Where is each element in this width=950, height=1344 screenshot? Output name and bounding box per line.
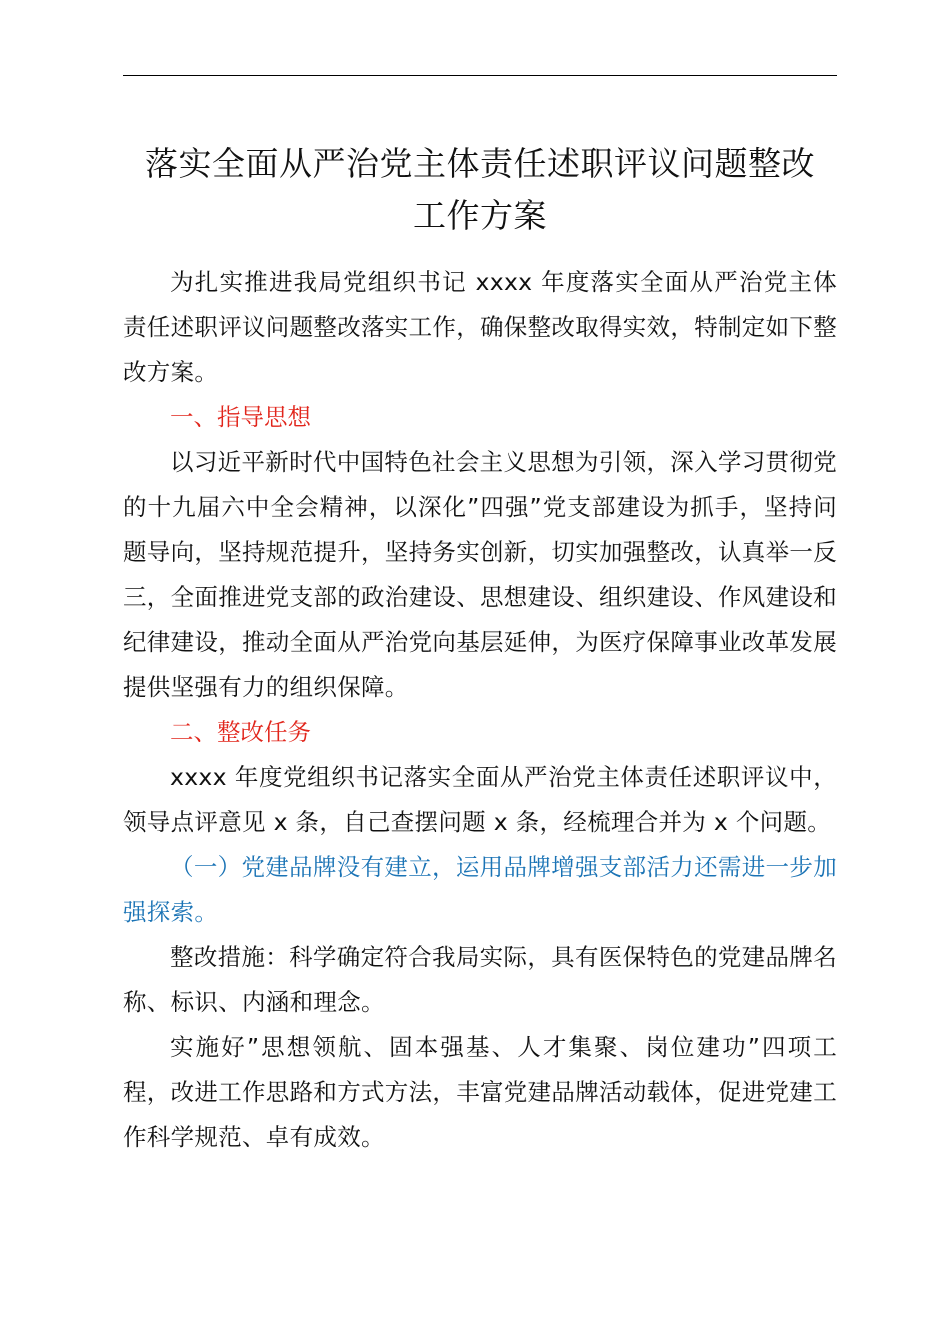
header-rule xyxy=(123,75,837,76)
section-heading-rectification-tasks: 二、整改任务 xyxy=(170,718,311,746)
subsection-heading-party-brand: （一）党建品牌没有建立，运用品牌增强支部活力还需进一步加强探索。 xyxy=(123,853,837,926)
title-line-1: 落实全面从严治党主体责任述职评议问题整改 xyxy=(145,144,815,183)
document-body xyxy=(123,260,837,1160)
measure-paragraph-1: 整改措施：科学确定符合我局实际，具有医保特色的党建品牌名称、标识、内涵和理念。 xyxy=(123,943,837,1016)
document-title xyxy=(110,138,850,242)
section-heading-guiding-ideology: 一、指导思想 xyxy=(170,403,311,431)
intro-paragraph: 为扎实推进我局党组织书记 xxxx 年度落实全面从严治党主体责任述职评议问题整改落实工作，确保整改取得实效，特制定如下整改方案。 xyxy=(123,268,837,386)
guiding-ideology-paragraph: 以习近平新时代中国特色社会主义思想为引领，深入学习贯彻党的十九届六中全会精神，以深化”四强”党支部建设为抓手，坚持问题导向，坚持规范提升，坚持务实创新，切实加强整改，认真举一反三，全面推进党支部的政治建设、思想建设、组织建设、作风建设和纪律建设，推动全面从严治党向基层延伸，为医疗保障事业改革发展提供坚强有力的组织保障。 xyxy=(123,448,837,701)
title-line-2: 工作方案 xyxy=(413,196,547,235)
rectification-tasks-paragraph: xxxx 年度党组织书记落实全面从严治党主体责任述职评议中，领导点评意见 x 条，自己查摆问题 x 条，经梳理合并为 x 个问题。 xyxy=(123,763,837,836)
measure-paragraph-2: 实施好”思想领航、固本强基、人才集聚、岗位建功”四项工程，改进工作思路和方式方法，丰富党建品牌活动载体，促进党建工作科学规范、卓有成效。 xyxy=(123,1033,837,1151)
